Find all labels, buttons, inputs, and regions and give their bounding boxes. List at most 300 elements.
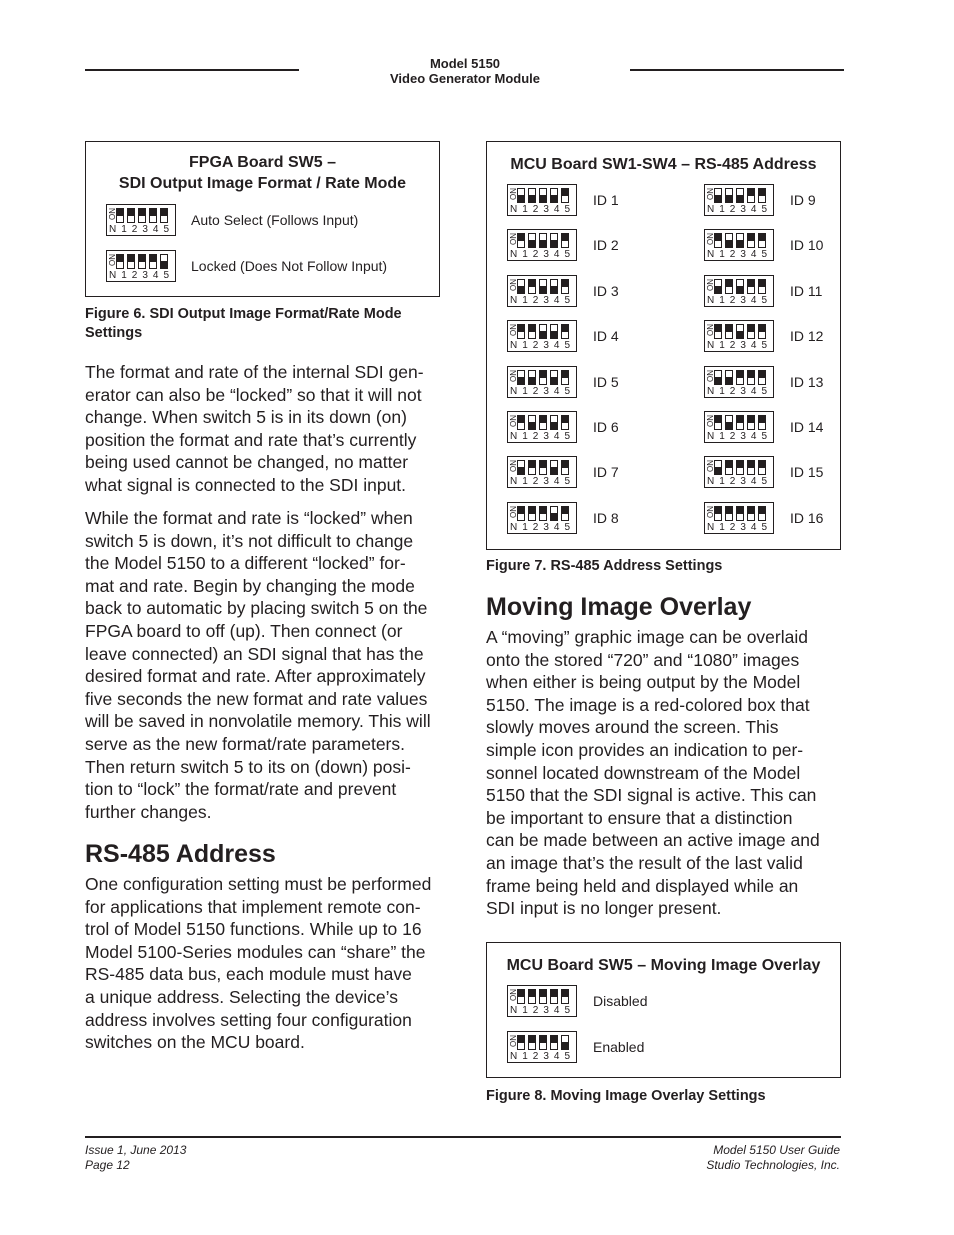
dip-switch-position-up	[127, 208, 135, 223]
dip-switch-position-up	[138, 254, 146, 269]
dip-switch-position-up	[517, 233, 525, 248]
dip-switch-on-n: N	[109, 270, 117, 281]
dip-switch-number: 1	[719, 204, 725, 215]
dip-switch-position-down	[550, 506, 558, 521]
dip-switch-number: 3	[543, 340, 549, 352]
dip-switch-position-up	[561, 370, 569, 385]
dip-switch-position-down	[539, 324, 547, 339]
dip-switch-label: ID 9	[790, 192, 816, 208]
dip-switch-on-label: ON	[509, 1035, 518, 1047]
dip-switch-position-up	[736, 460, 744, 475]
text-line: will be saved in nonvolatile memory. This will	[85, 711, 431, 732]
footer-page-number: Page 12	[85, 1158, 130, 1172]
dip-switch-position-up	[758, 415, 766, 430]
dip-switch-position-up	[550, 1035, 558, 1050]
figure-6-caption	[85, 305, 402, 343]
dip-switch-label: Enabled	[593, 1039, 645, 1055]
text-line: 5150 that the SDI signal is active. This can	[486, 785, 817, 806]
dip-switch-position-down	[550, 233, 558, 248]
dip-switch	[704, 366, 774, 398]
dip-switch-number: 5	[564, 249, 571, 261]
dip-switch-on-n: N	[707, 521, 715, 533]
dip-switch-row	[507, 1031, 713, 1063]
dip-switch-number: 3	[740, 204, 746, 215]
dip-switch-position-up	[736, 415, 744, 430]
dip-switch-number: 3	[543, 385, 549, 397]
dip-switch-number: 3	[740, 340, 746, 352]
text-line: frame being held and displayed while an	[486, 875, 799, 896]
dip-switch-number: 5	[564, 204, 571, 215]
dip-switch-number: 4	[553, 249, 560, 261]
dip-switch-position-up	[561, 188, 569, 203]
dip-switch-on-n: N	[707, 204, 715, 215]
dip-switch-on-label: ON	[706, 369, 715, 382]
heading-moving-image-overlay: Moving Image Overlay	[486, 593, 752, 621]
dip-switch-number: 2	[729, 294, 736, 306]
dip-switch-number: 5	[761, 476, 768, 488]
dip-switch-on-label: ON	[108, 254, 117, 266]
dip-switch-position-up	[758, 188, 766, 203]
dip-switch-number: 2	[729, 204, 736, 215]
paragraph-rs485	[85, 873, 457, 1054]
dip-switch-position-up	[561, 460, 569, 475]
text-line: position the format and rate that’s currently	[85, 429, 417, 450]
dip-switch-label: ID 13	[790, 373, 824, 390]
dip-switch-position-up	[539, 415, 547, 430]
dip-switch-position-up	[725, 279, 733, 294]
dip-switch-on-n: N	[510, 1051, 518, 1062]
dip-switch-on-label: ON	[509, 369, 518, 382]
text-line: The format and rate of the internal SDI gen-	[85, 362, 424, 382]
dip-switch-row	[507, 366, 713, 398]
dip-switch-position-up	[528, 1035, 536, 1050]
dip-switch-position-down	[550, 415, 558, 430]
dip-switch-position-up	[758, 370, 766, 385]
dip-switch-on-n: N	[707, 476, 715, 488]
dip-switch-label: ID 7	[593, 464, 619, 481]
dip-switch-number: 1	[522, 521, 528, 533]
footer-guide-title: Model 5150 User Guide	[713, 1143, 840, 1157]
dip-switch-position-up	[747, 279, 755, 294]
dip-switch-on-label: ON	[509, 989, 518, 1001]
dip-switch-position-up	[528, 324, 536, 339]
dip-switch-number: 5	[761, 249, 768, 261]
dip-switch-number: 1	[522, 294, 528, 306]
dip-switch	[507, 411, 577, 443]
dip-switch-position-down	[528, 233, 536, 248]
dip-switch-row	[704, 411, 910, 443]
dip-switch-position-down	[550, 370, 558, 385]
dip-switch-position-down	[725, 415, 733, 430]
dip-switch-number: 1	[719, 521, 725, 533]
dip-switch-number: 4	[750, 385, 757, 397]
dip-switch-position-down	[539, 188, 547, 203]
dip-switch-label: ID 3	[593, 282, 619, 299]
figure-7-box	[486, 141, 841, 550]
dip-switch-number: 3	[543, 431, 549, 442]
dip-switch-label: ID 2	[593, 237, 619, 254]
dip-switch-label: Locked (Does Not Follow Input)	[191, 258, 388, 274]
dip-switch-number: 4	[553, 1051, 560, 1062]
dip-switch-number: 4	[750, 249, 757, 261]
dip-switch-position-up	[725, 460, 733, 475]
dip-switch-number: 4	[553, 385, 560, 397]
dip-switch-on-n: N	[707, 431, 715, 442]
dip-switch-number: 2	[532, 294, 539, 306]
paragraph-sdi-locked	[85, 361, 457, 497]
dip-switch-number: 5	[564, 340, 571, 352]
dip-switch-number: 1	[719, 340, 725, 352]
dip-switch-on-n: N	[707, 249, 715, 261]
dip-switch-on-n: N	[510, 249, 518, 261]
dip-switch-number: 1	[121, 270, 127, 281]
dip-switch-row	[507, 411, 713, 443]
dip-switch-number: 3	[740, 521, 746, 533]
heading-rs485-address: RS-485 Address	[85, 840, 276, 868]
dip-switch-position-up	[116, 208, 124, 223]
dip-switch-position-up	[736, 506, 744, 521]
text-line: the Model 5150 to a different “locked” for-	[85, 553, 406, 574]
dip-switch-number: 4	[152, 224, 159, 235]
dip-switch	[507, 1031, 577, 1063]
dip-switch-position-up	[725, 506, 733, 521]
figure-6-title-line1: FPGA Board SW5 –	[189, 154, 336, 171]
text-line: While the format and rate is “locked” when	[85, 508, 413, 528]
dip-switch	[507, 456, 577, 488]
dip-switch-position-up	[517, 1035, 525, 1050]
dip-switch-position-down	[539, 233, 547, 248]
text-line: erator can also be “locked” so that it will not	[85, 384, 422, 405]
dip-switch	[704, 456, 774, 488]
dip-switch	[704, 275, 774, 307]
dip-switch-number: 3	[543, 294, 549, 306]
dip-switch-label: ID 1	[593, 192, 619, 208]
text-line: FPGA board to off (up). Then connect (or	[85, 620, 403, 641]
dip-switch-number: 4	[750, 521, 757, 533]
dip-switch-position-up	[561, 279, 569, 294]
figure-6-caption-line1: Figure 6. SDI Output Image Format/Rate Mode	[85, 306, 402, 322]
text-line: for applications that implement remote con-	[85, 896, 421, 917]
dip-switch-number: 2	[532, 521, 539, 533]
dip-switch-number: 4	[750, 476, 757, 488]
text-line: sonnel located downstream of the Model	[486, 762, 801, 783]
text-line: further changes.	[85, 801, 212, 822]
dip-switch-number: 2	[532, 385, 539, 397]
dip-switch-position-up	[561, 506, 569, 521]
dip-switch-position-down	[736, 233, 744, 248]
dip-switch-number: 5	[761, 385, 768, 397]
dip-switch-number: 2	[532, 476, 539, 488]
dip-switch-on-label: ON	[706, 278, 715, 291]
dip-switch-number: 5	[564, 294, 571, 306]
dip-switch-on-n: N	[707, 385, 715, 397]
dip-switch-on-n: N	[707, 294, 715, 306]
dip-switch-row	[507, 985, 713, 1017]
dip-switch-position-up	[539, 460, 547, 475]
dip-switch-on-label: ON	[706, 505, 715, 518]
dip-switch-on-n: N	[707, 340, 715, 352]
dip-switch-position-down	[517, 279, 525, 294]
dip-switch-number: 4	[750, 204, 757, 215]
dip-switch-position-up	[517, 506, 525, 521]
dip-switch-on-label: ON	[706, 415, 715, 427]
dip-switch-row	[507, 229, 713, 261]
dip-switch-position-up	[758, 460, 766, 475]
dip-switch-on-n: N	[510, 1005, 518, 1016]
dip-switch-position-down	[550, 460, 558, 475]
dip-switch-label: ID 11	[790, 282, 823, 299]
text-line: simple icon provides an indication to per-	[486, 739, 804, 760]
dip-switch-position-down	[517, 460, 525, 475]
text-line: 5150. The image is a red-colored box that	[486, 694, 810, 715]
figure-7-title: MCU Board SW1-SW4 – RS-485 Address	[510, 156, 817, 173]
dip-switch	[704, 229, 774, 261]
dip-switch-position-up	[758, 279, 766, 294]
text-line: RS-485 data bus, each module must have	[85, 964, 412, 985]
text-line: five seconds the new format and rate values	[85, 688, 428, 709]
dip-switch-number: 5	[564, 521, 571, 533]
dip-switch-number: 2	[729, 340, 736, 352]
dip-switch-position-up	[528, 989, 536, 1004]
dip-switch-number: 2	[729, 521, 736, 533]
dip-switch-number: 4	[553, 340, 560, 352]
dip-switch-position-up	[747, 415, 755, 430]
dip-switch-position-down	[725, 233, 733, 248]
dip-switch-number: 1	[121, 224, 127, 235]
text-line: when either is being output by the Model	[486, 672, 801, 693]
figure-8-title: MCU Board SW5 – Moving Image Overlay	[506, 957, 821, 974]
text-line: back to automatic by placing switch 5 on the	[85, 598, 428, 619]
header-rule-right	[630, 69, 844, 71]
dip-switch-row	[507, 456, 713, 488]
dip-switch-position-up	[539, 506, 547, 521]
dip-switch-position-up	[758, 324, 766, 339]
dip-switch-number: 4	[553, 521, 560, 533]
dip-switch-position-up	[714, 506, 722, 521]
dip-switch-position-up	[528, 279, 536, 294]
dip-switch-row	[507, 184, 713, 216]
dip-switch-position-up	[517, 415, 525, 430]
dip-switch-number: 2	[532, 340, 539, 352]
dip-switch-number: 3	[543, 476, 549, 488]
dip-switch-number: 5	[564, 1005, 571, 1016]
dip-switch-position-up	[747, 233, 755, 248]
dip-switch-number: 5	[761, 521, 768, 533]
dip-switch-row	[704, 456, 910, 488]
text-line: Model 5100-Series modules can “share” the	[85, 941, 426, 962]
dip-switch-row	[704, 366, 910, 398]
dip-switch-on-label: ON	[509, 324, 518, 337]
dip-switch-number: 3	[543, 1005, 549, 1016]
dip-switch-number: 2	[532, 204, 539, 215]
dip-switch-position-up	[116, 254, 124, 269]
dip-switch-position-down	[539, 279, 547, 294]
text-line: a unique address. Selecting the device’s	[85, 986, 398, 1007]
dip-switch-position-up	[736, 370, 744, 385]
dip-switch	[507, 502, 577, 534]
dip-switch-label: ID 6	[593, 419, 619, 435]
dip-switch-number: 5	[761, 340, 768, 352]
dip-switch-position-up	[528, 506, 536, 521]
dip-switch	[507, 275, 577, 307]
dip-switch-position-down	[714, 279, 722, 294]
dip-switch-number: 4	[553, 1005, 560, 1016]
header-model: Model 5150	[429, 56, 501, 71]
dip-switch-number: 5	[564, 431, 571, 442]
dip-switch-position-up	[561, 989, 569, 1004]
text-line: switches on the MCU board.	[85, 1032, 305, 1053]
figure-7-caption: Figure 7. RS-485 Address Settings	[486, 558, 723, 574]
footer-rule	[85, 1136, 841, 1138]
dip-switch-number: 2	[729, 385, 736, 397]
dip-switch	[704, 502, 774, 534]
text-line: serve as the new format/rate parameters.	[85, 733, 405, 754]
text-line: address involves setting four configuration	[85, 1009, 412, 1030]
dip-switch-number: 3	[740, 476, 746, 488]
dip-switch-on-label: ON	[108, 208, 117, 220]
dip-switch-row	[507, 275, 713, 307]
dip-switch-number: 1	[522, 204, 528, 215]
dip-switch-position-up	[714, 324, 722, 339]
dip-switch-position-down	[714, 370, 722, 385]
dip-switch-row	[704, 229, 910, 261]
dip-switch-position-down	[550, 188, 558, 203]
dip-switch-on-n: N	[510, 521, 518, 533]
text-line: being used cannot be changed, no matter	[85, 452, 409, 473]
dip-switch-number: 5	[163, 224, 170, 235]
text-line: mat and rate. Begin by changing the mode	[85, 575, 415, 596]
dip-switch-position-down	[528, 415, 536, 430]
dip-switch-row	[106, 204, 359, 236]
dip-switch	[704, 320, 774, 352]
figure-6-title-line2: SDI Output Image Format / Rate Mode	[118, 175, 407, 192]
dip-switch-position-up	[160, 208, 168, 223]
text-line: One configuration setting must be performed	[85, 874, 432, 894]
dip-switch-label: ID 14	[790, 419, 824, 435]
dip-switch-number: 3	[740, 431, 746, 442]
dip-switch-number: 3	[142, 270, 148, 281]
dip-switch-position-down	[561, 1035, 569, 1050]
dip-switch-position-up	[550, 989, 558, 1004]
dip-switch-row	[704, 502, 910, 534]
dip-switch	[507, 366, 577, 398]
dip-switch-on-label: ON	[509, 460, 518, 473]
dip-switch-on-n: N	[510, 340, 518, 352]
paragraph-change-locked	[85, 507, 457, 823]
text-line: what signal is connected to the SDI input.	[85, 474, 407, 495]
dip-switch-number: 3	[543, 204, 549, 215]
figure-8-box	[486, 942, 841, 1078]
text-line: Then return switch 5 to its on (down) posi-	[85, 756, 411, 777]
dip-switch-on-n: N	[510, 385, 518, 397]
dip-switch-row	[507, 502, 713, 534]
text-line: SDI input is no longer present.	[486, 898, 722, 919]
dip-switch-number: 2	[532, 1051, 539, 1062]
dip-switch-number: 5	[564, 385, 571, 397]
dip-switch	[704, 184, 774, 216]
dip-switch-number: 1	[719, 431, 725, 442]
header-subtitle: Video Generator Module	[389, 71, 540, 86]
dip-switch-number: 1	[522, 1051, 528, 1062]
dip-switch-position-up	[714, 233, 722, 248]
dip-switch-on-n: N	[510, 204, 518, 215]
dip-switch-position-up	[747, 506, 755, 521]
text-line: onto the stored “720” and “1080” images	[486, 649, 800, 670]
dip-switch-label: ID 5	[593, 373, 619, 390]
dip-switch-position-up	[758, 233, 766, 248]
dip-switch-on-n: N	[510, 431, 518, 442]
footer-issue: Issue 1, June 2013	[85, 1143, 187, 1157]
dip-switch-row	[106, 250, 388, 282]
dip-switch-row	[704, 275, 910, 307]
dip-switch-position-up	[539, 989, 547, 1004]
dip-switch-on-label: ON	[509, 278, 518, 291]
footer-company: Studio Technologies, Inc.	[706, 1158, 840, 1172]
dip-switch-position-up	[517, 989, 525, 1004]
dip-switch-number: 4	[750, 294, 757, 306]
dip-switch-number: 4	[553, 294, 560, 306]
dip-switch-number: 5	[761, 294, 768, 306]
dip-switch-label: Disabled	[593, 993, 648, 1009]
dip-switch-position-up	[127, 254, 135, 269]
dip-switch-number: 4	[553, 204, 560, 215]
dip-switch-number: 5	[564, 1051, 571, 1062]
dip-switch-number: 2	[131, 224, 138, 235]
dip-switch-label: ID 10	[790, 237, 824, 254]
dip-switch-number: 2	[131, 270, 138, 281]
dip-switch-position-up	[539, 370, 547, 385]
dip-switch-number: 2	[532, 431, 539, 442]
dip-switch-position-down	[736, 188, 744, 203]
dip-switch-number: 1	[522, 476, 528, 488]
dip-switch-on-n: N	[510, 476, 518, 488]
dip-switch-on-label: ON	[706, 460, 715, 473]
dip-switch-number: 3	[740, 249, 746, 261]
dip-switch-number: 2	[729, 431, 736, 442]
dip-switch-number: 2	[532, 249, 539, 261]
dip-switch-position-up	[149, 254, 157, 269]
footer-left	[85, 1143, 186, 1173]
dip-switch-label: ID 12	[790, 328, 824, 345]
dip-switch-number: 1	[522, 431, 528, 442]
dip-switch-number: 2	[729, 476, 736, 488]
paragraph-moving-overlay	[486, 626, 846, 920]
text-line: desired format and rate. After approximately	[85, 666, 426, 687]
dip-switch-on-n: N	[510, 294, 518, 306]
dip-switch-position-up	[747, 324, 755, 339]
dip-switch	[507, 985, 577, 1017]
dip-switch-position-down	[725, 188, 733, 203]
dip-switch-position-up	[747, 370, 755, 385]
dip-switch-position-down	[528, 370, 536, 385]
dip-switch-number: 3	[740, 385, 746, 397]
figure-6-title	[86, 152, 439, 194]
dip-switch-position-down	[714, 188, 722, 203]
dip-switch-position-up	[528, 460, 536, 475]
dip-switch-number: 4	[152, 270, 159, 281]
dip-switch-position-down	[725, 370, 733, 385]
dip-switch-position-up	[138, 208, 146, 223]
dip-switch-number: 3	[543, 521, 549, 533]
dip-switch-on-label: ON	[509, 188, 518, 200]
dip-switch-number: 4	[750, 431, 757, 442]
text-line: be important to ensure that a distinction	[486, 807, 793, 828]
dip-switch-number: 2	[729, 249, 736, 261]
dip-switch-on-label: ON	[706, 324, 715, 337]
dip-switch	[507, 320, 577, 352]
dip-switch	[507, 184, 577, 216]
dip-switch-position-down	[736, 279, 744, 294]
